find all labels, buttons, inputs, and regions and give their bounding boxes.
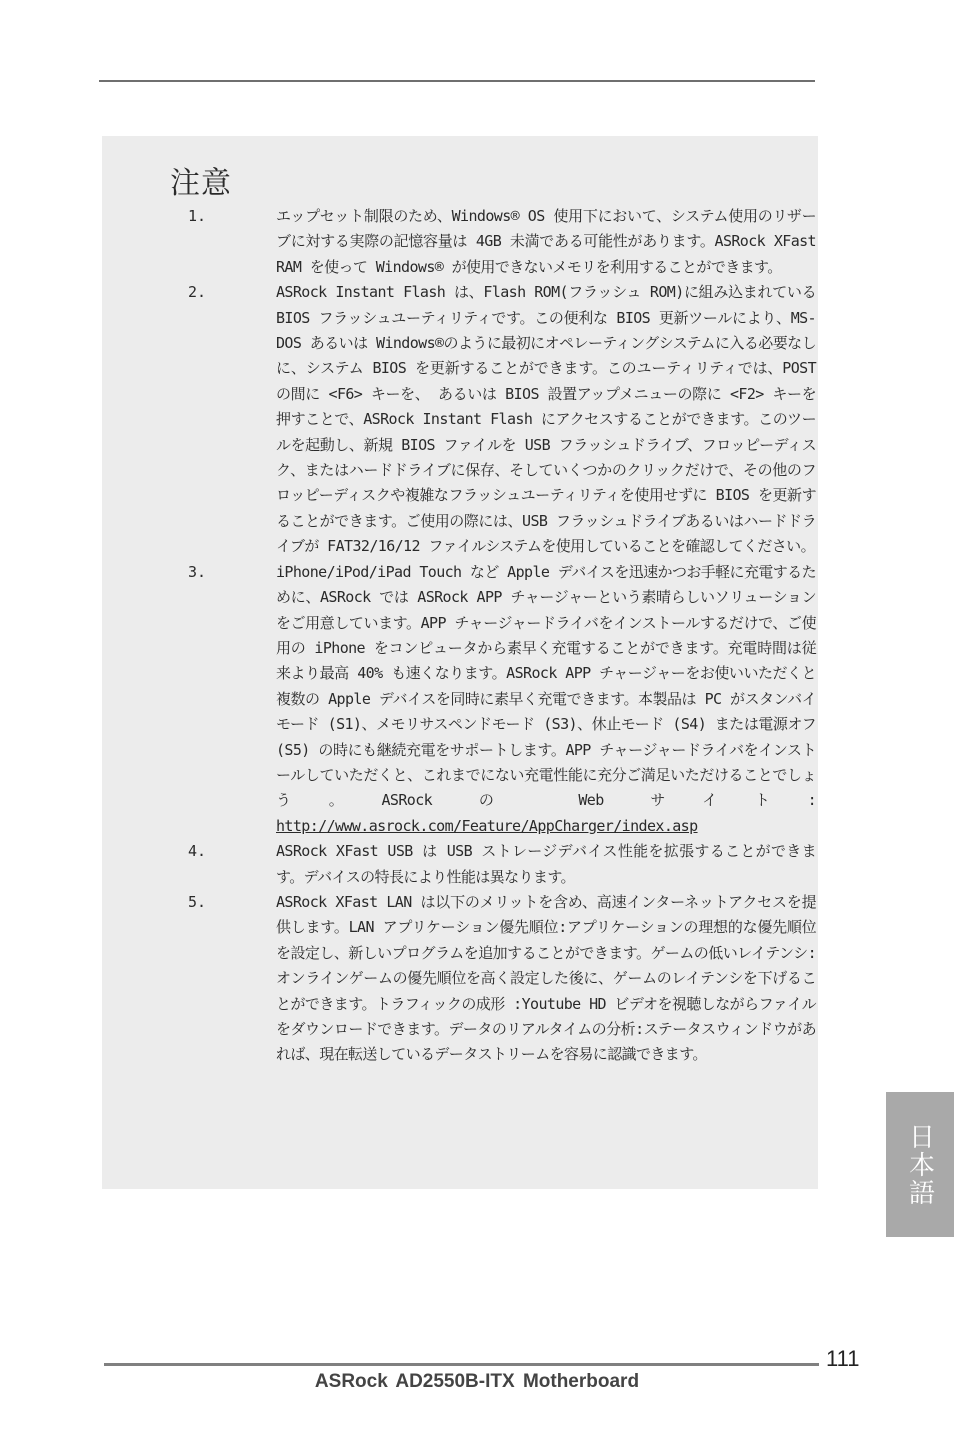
note-text-container: [276, 560, 816, 839]
footer-title: ASRock AD2550B-ITX Motherboard: [314, 1371, 640, 1392]
bottom-divider: [104, 1363, 819, 1366]
appcharger-link[interactable]: http://www.asrock.com/Feature/AppCharger/index.asp: [276, 816, 698, 835]
note-item: [102, 560, 818, 839]
note-item: [102, 280, 818, 559]
note-item: [102, 839, 818, 890]
notes-heading: 注意: [170, 166, 232, 201]
note-item: [102, 204, 818, 280]
top-divider: [99, 80, 815, 82]
note-text: ASRock XFast LAN は以下のメリットを含め、高速インターネットアクセスを提供します。LAN アプリケーション優先順位:アプリケーションの理想的な優先順位を設定し、新しいプログラムを追加することができます。ゲームの低いレイテンシ:オンラインゲームの優先順位を高く設定した後に、ゲームのレイテンシを下げることができます。トラフィックの成形 :Youtube HD ビデオを視聴しながらファイルをダウンロードできます。データのリアルタイムの分析:ステータスウィンドウがあれば、現在転送しているデータストリームを容易に認識できます。: [276, 892, 816, 1064]
notes-list: [102, 204, 818, 1068]
notes-panel: [102, 136, 818, 1189]
note-number: 5.: [188, 892, 207, 911]
language-tab: [886, 1092, 954, 1237]
page-number: 111: [826, 1346, 860, 1371]
language-tab-label: 日本語: [904, 1122, 935, 1207]
note-item: [102, 890, 818, 1068]
note-number: 1.: [188, 207, 207, 225]
note-text: ASRock XFast USB は USB ストレージデバイス性能を拡張することができます。デバイスの特長により性能は異なります。: [276, 842, 816, 886]
note-text: ASRock Instant Flash は、Flash ROM(フラッシュ ROM)に組み込まれている BIOS フラッシュユーティリティです。この便利な BIOS 更新ツールにより、MS-DOS あるいは Windows®のように最初にオペレーティングシステムに入る必要なしに、システム BIOS を更新することができます。このユーティリティでは、POST の間に <F6> キーを、 あるいは BIOS 設置アップメニューの際に <F2> キーを押すことで、ASRock Instant Flash にアクセスすることができます。このツールを起動し、新規 BIOS ファイルを USB フラッシュドライブ、フロッピーディスク、またはハードドライブに保存、そしていくつかのクリックだけで、その他のフロッピーディスクや複雑なフラッシュユーティリティを使用せずに BIOS を更新することができます。ご使用の際には、USB フラッシュドライブあるいはハードドライブが FAT32/16/12 ファイルシステムを使用していることを確認してください。: [276, 283, 816, 556]
note-text: エップセット制限のため、Windows® OS 使用下において、システム使用のリザーブに対する実際の記憶容量は 4GB 未満である可能性があります。ASRock XFast RAM を使って Windows® が使用できないメモリを利用することができます。: [276, 207, 816, 276]
note-number: 4.: [188, 842, 207, 861]
note-number: 2.: [188, 283, 207, 302]
note-number: 3.: [188, 562, 207, 581]
note-text: iPhone/iPod/iPad Touch など Apple デバイスを迅速かつお手軽に充電するために、ASRock では ASRock APP チャージャーという素晴らしいソリューションをご用意しています。APP チャージャードライバをインストールするだけで、ご使用の iPhone をコンピュータから素早く充電することができます。充電時間は従来より最高 40% も速くなります。ASRock APP チャージャーをお使いいただくと複数の Apple デバイスを同時に素早く充電できます。本製品は PC がスタンバイモード (S1)、メモリサスペンドモード (S3)、休止モード (S4) または電源オフ (S5) の時にも継続充電をサポートします。APP チャージャードライバをインストールしていただくと、これまでにない充電性能に充分ご満足いただけることでしょう。ASRock の Web サイト:: [276, 562, 816, 810]
